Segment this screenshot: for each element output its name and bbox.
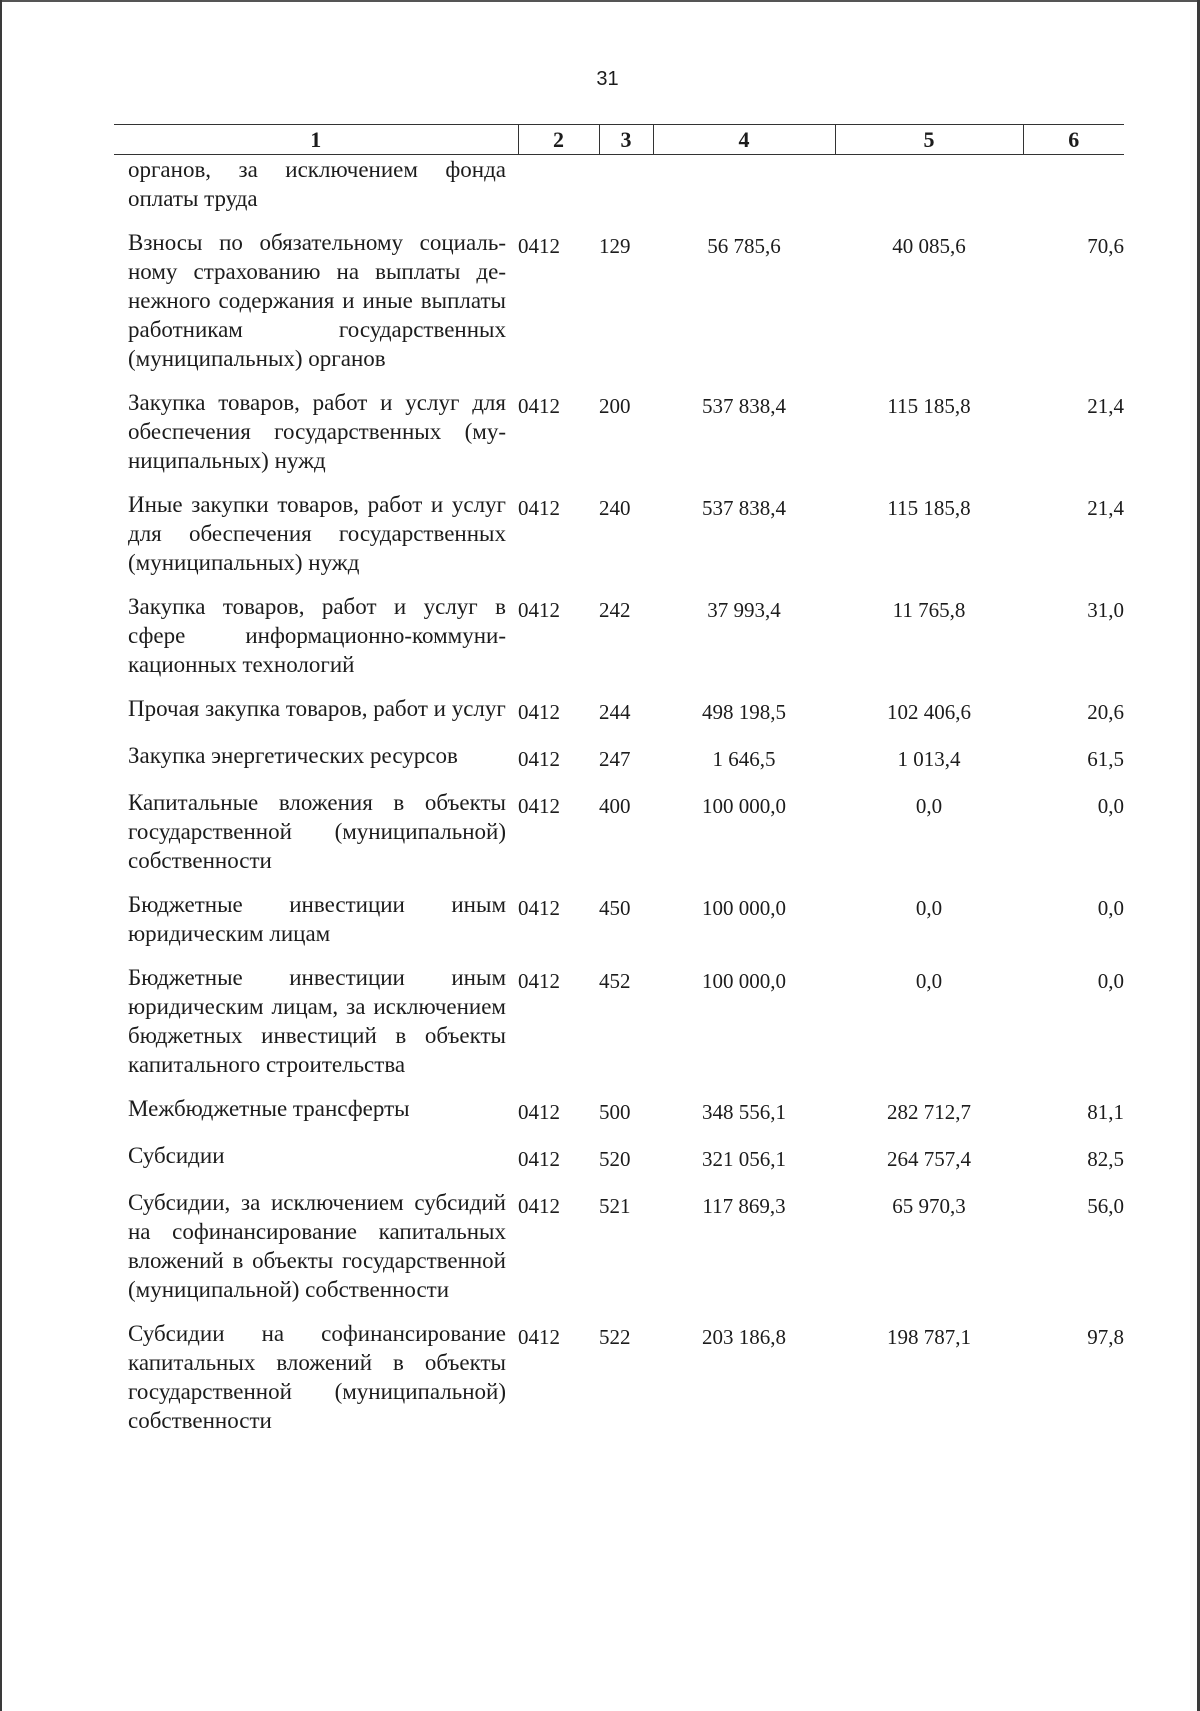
expense-name: Капитальные вложения в объекты государственной (муниципальной) собственности: [128, 790, 506, 873]
column-header: 6: [1023, 125, 1124, 155]
actual-amount: 102 406,6: [887, 700, 971, 724]
expense-name: Иные закупки товаров, работ и услуг для обеспечения государственных (муниципальных) нужд: [128, 492, 506, 575]
table-row: [114, 592, 1124, 694]
column-header: 4: [653, 125, 835, 155]
execution-percent: 0,0: [1097, 896, 1124, 920]
planned-amount: 537 838,4: [702, 394, 786, 418]
expense-type-code: 242: [599, 598, 631, 622]
expense-name: Взносы по обязательному социальному страхованию на выплаты денежного содержания и иные выплаты работникам государственных (муниципальных) органов: [128, 230, 506, 371]
table-row: [114, 694, 1124, 741]
expense-type-code: 129: [599, 234, 631, 258]
execution-percent: 0,0: [1097, 794, 1124, 818]
expense-type-code: 522: [599, 1325, 631, 1349]
table-row: [114, 1141, 1124, 1188]
actual-amount: 115 185,8: [887, 394, 971, 418]
page-number: 31: [596, 68, 619, 90]
execution-percent: 82,5: [1087, 1147, 1124, 1171]
actual-amount: 115 185,8: [887, 496, 971, 520]
execution-percent: 21,4: [1087, 496, 1124, 520]
expense-name: Закупка товаров, работ и услуг для обеспечения государственных (муниципальных) нужд: [128, 390, 506, 473]
table-row: [114, 890, 1124, 963]
planned-amount: 37 993,4: [707, 598, 781, 622]
budget-table: [114, 124, 1124, 1450]
expense-name: Закупка энергетических ресурсов: [128, 743, 458, 768]
table-row: [114, 1188, 1124, 1319]
column-header: 3: [599, 125, 653, 155]
actual-amount: 264 757,4: [887, 1147, 971, 1171]
expense-type-code: 244: [599, 700, 631, 724]
execution-percent: 97,8: [1087, 1325, 1124, 1349]
expense-name: Закупка товаров, работ и услуг в сфере информационно-коммуникационных технологий: [128, 594, 506, 677]
table-header-row: [114, 125, 1124, 155]
actual-amount: 65 970,3: [892, 1194, 966, 1218]
planned-amount: 321 056,1: [702, 1147, 786, 1171]
column-header: 1: [114, 125, 518, 155]
expense-type-code: 521: [599, 1194, 631, 1218]
actual-amount: 282 712,7: [887, 1100, 971, 1124]
table-row: [114, 388, 1124, 490]
expense-type-code: 520: [599, 1147, 631, 1171]
column-header: 2: [518, 125, 599, 155]
expense-type-code: 452: [599, 969, 631, 993]
table-row: [114, 741, 1124, 788]
planned-amount: 100 000,0: [702, 794, 786, 818]
expense-type-code: [599, 155, 653, 229]
expense-type-code: 450: [599, 896, 631, 920]
execution-percent: 20,6: [1087, 700, 1124, 724]
expense-name: Субсидии, за исключением субсидий на софинансирование капитальных вложений в объекты государственной (муниципальной) собственности: [128, 1190, 506, 1302]
planned-amount: 203 186,8: [702, 1325, 786, 1349]
planned-amount: 117 869,3: [702, 1194, 786, 1218]
planned-amount: 537 838,4: [702, 496, 786, 520]
table-row: [114, 1319, 1124, 1450]
execution-percent: 81,1: [1087, 1100, 1124, 1124]
actual-amount: 11 765,8: [892, 598, 966, 622]
table-row: [114, 1094, 1124, 1141]
section-code: [518, 155, 599, 229]
expense-name: Бюджетные инвестиции иным юридическим лицам: [128, 892, 506, 946]
expense-name: Субсидии: [128, 1143, 225, 1168]
section-code: 0412: [518, 234, 560, 258]
expense-name: Бюджетные инвестиции иным юридическим лицам, за исключением бюджетных инвестиций в объекты капитального строительства: [128, 965, 506, 1077]
execution-percent: 56,0: [1087, 1194, 1124, 1218]
table-row: [114, 155, 1124, 229]
planned-amount: 348 556,1: [702, 1100, 786, 1124]
execution-percent: 70,6: [1087, 234, 1124, 258]
section-code: 0412: [518, 700, 560, 724]
actual-amount: 198 787,1: [887, 1325, 971, 1349]
actual-amount: 40 085,6: [892, 234, 966, 258]
actual-amount: 1 013,4: [897, 747, 961, 771]
expense-name: органов, за исключением фонда оплаты труда: [128, 157, 506, 211]
planned-amount: [653, 155, 835, 229]
planned-amount: 100 000,0: [702, 969, 786, 993]
expense-type-code: 240: [599, 496, 631, 520]
section-code: 0412: [518, 794, 560, 818]
expense-name: Субсидии на софинансирование капитальных вложений в объекты государственной (муниципальной) собственности: [128, 1321, 506, 1433]
section-code: 0412: [518, 969, 560, 993]
expense-type-code: 400: [599, 794, 631, 818]
section-code: 0412: [518, 496, 560, 520]
section-code: 0412: [518, 1325, 560, 1349]
planned-amount: 1 646,5: [712, 747, 776, 771]
column-header: 5: [835, 125, 1023, 155]
table-row: [114, 490, 1124, 592]
section-code: 0412: [518, 598, 560, 622]
expense-type-code: 500: [599, 1100, 631, 1124]
section-code: 0412: [518, 1147, 560, 1171]
execution-percent: [1023, 155, 1124, 229]
table-row: [114, 963, 1124, 1094]
expense-name: Прочая закупка товаров, работ и услуг: [128, 696, 506, 721]
scan-edge-left: [0, 0, 2, 1711]
planned-amount: 100 000,0: [702, 896, 786, 920]
execution-percent: 0,0: [1097, 969, 1124, 993]
execution-percent: 21,4: [1087, 394, 1124, 418]
expense-name: Межбюджетные трансферты: [128, 1096, 410, 1121]
expense-type-code: 247: [599, 747, 631, 771]
scan-edge-top: [0, 0, 1200, 2]
actual-amount: 0,0: [915, 969, 943, 993]
planned-amount: 498 198,5: [702, 700, 786, 724]
actual-amount: 0,0: [915, 794, 943, 818]
execution-percent: 31,0: [1087, 598, 1124, 622]
actual-amount: [835, 155, 1023, 229]
section-code: 0412: [518, 394, 560, 418]
table-row: [114, 788, 1124, 890]
execution-percent: 61,5: [1087, 747, 1124, 771]
actual-amount: 0,0: [915, 896, 943, 920]
table-row: [114, 228, 1124, 388]
expense-type-code: 200: [599, 394, 631, 418]
planned-amount: 56 785,6: [707, 234, 781, 258]
section-code: 0412: [518, 1194, 560, 1218]
section-code: 0412: [518, 1100, 560, 1124]
section-code: 0412: [518, 747, 560, 771]
section-code: 0412: [518, 896, 560, 920]
